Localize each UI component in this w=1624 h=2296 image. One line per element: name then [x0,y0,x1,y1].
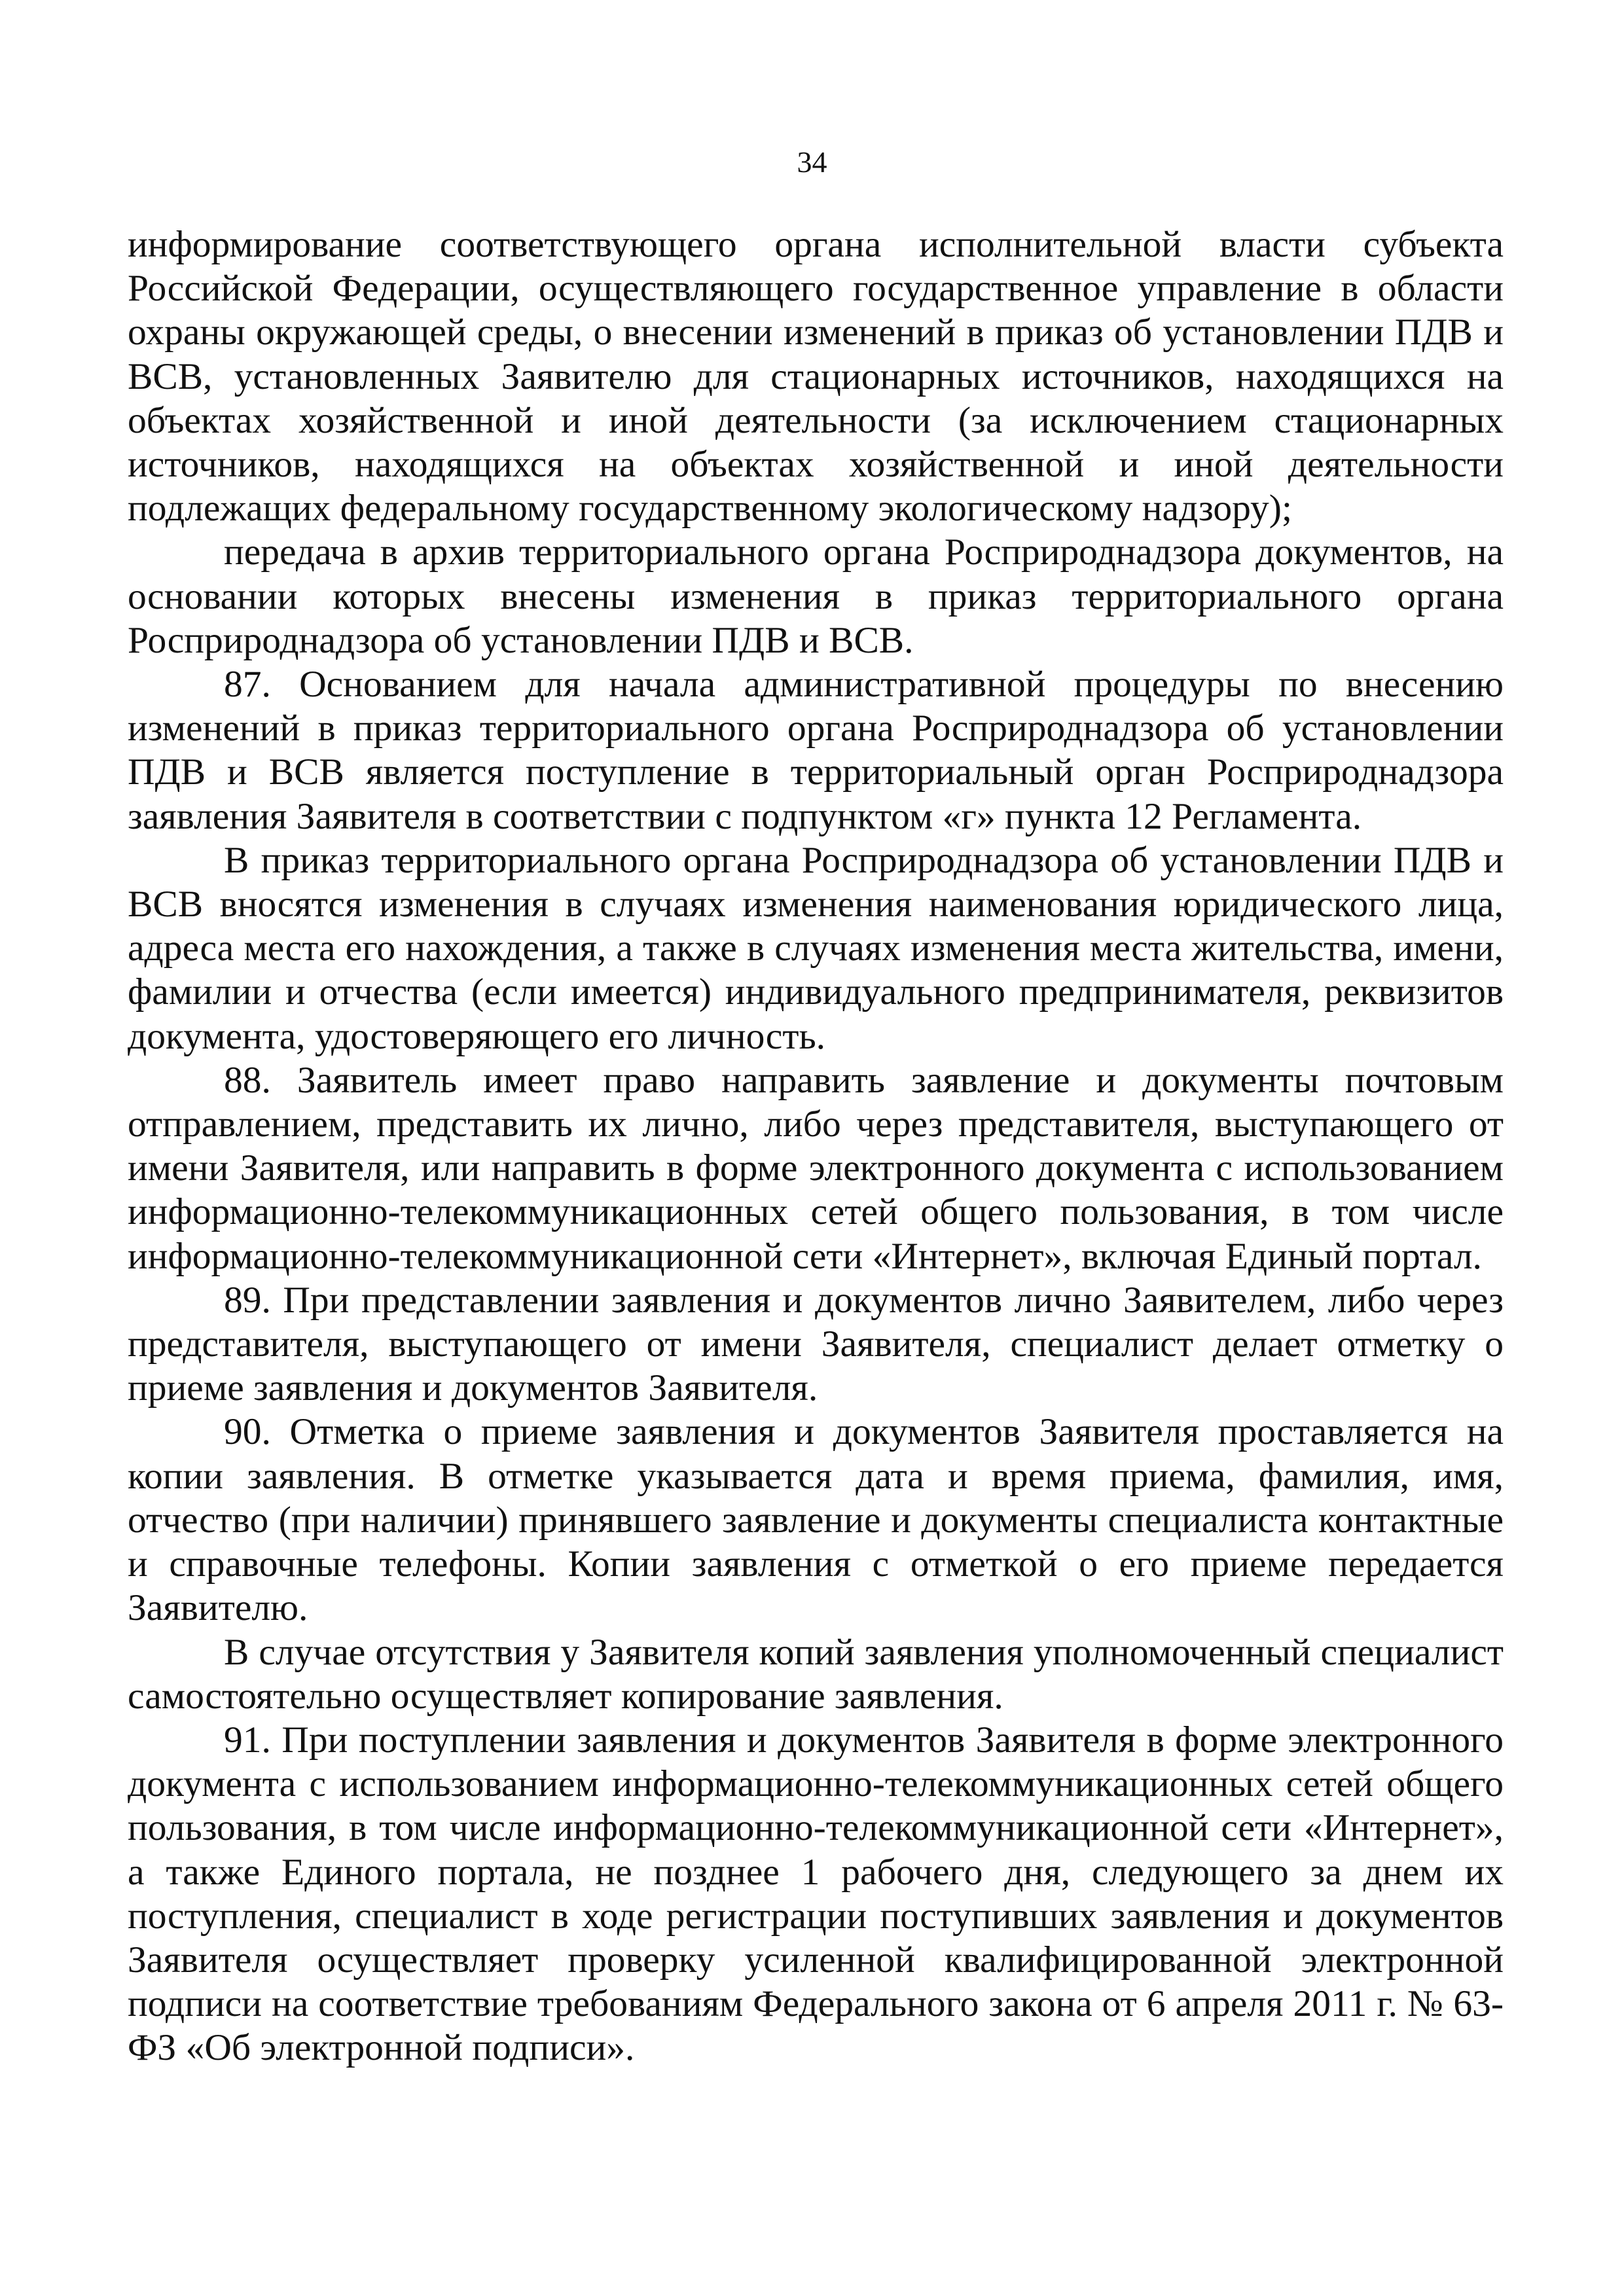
paragraph-90: 90. Отметка о приеме заявления и документов Заявителя проставляется на копии заявления. В отметке указывается дата и время приема, фамилия, имя, отчество (при наличии) принявшего заявление и документы специалиста контактные и справочные телефоны. Копии заявления с отметкой о его приеме передается Заявителю. [128,1411,1504,1629]
paragraph-no-copies: В случае отсутствия у Заявителя копий заявления уполномоченный специалист самостоятельно осуществляет копирование заявления. [128,1631,1504,1717]
page-number: 34 [797,145,827,179]
paragraph-changes-cases: В приказ территориального органа Росприроднадзора об установлении ПДВ и ВСВ вносятся изменения в случаях изменения наименования юридического лица, адреса места его нахождения, а также в случаях изменения места жительства, имени, фамилии и отчества (если имеется) индивидуального предпринимателя, реквизитов документа, удостоверяющего его личность. [128,839,1504,1057]
paragraph-archive-transfer: передача в архив территориального органа Росприроднадзора документов, на основании которых внесены изменения в приказ территориального органа Росприроднадзора об установлении ПДВ и ВСВ. [128,531,1504,661]
paragraph-88: 88. Заявитель имеет право направить заявление и документы почтовым отправлением, представить их лично, либо через представителя, выступающего от имени Заявителя, или направить в форме электронного документа с использованием информационно-телекоммуникационных сетей общего пользования, в том числе информационно-телекоммуникационной сети «Интернет», включая Единый портал. [128,1059,1504,1277]
paragraph-89: 89. При представлении заявления и документов лично Заявителем, либо через представителя, выступающего от имени Заявителя, специалист делает отметку о приеме заявления и документов Заявителя. [128,1279,1504,1409]
document-body [128,223,1504,2070]
paragraph-91: 91. При поступлении заявления и документов Заявителя в форме электронного документа с использованием информационно-телекоммуникационных сетей общего пользования, в том числе информационно-телекоммуникационной сети «Интернет», а также Единого портала, не позднее 1 рабочего дня, следующего за днем их поступления, специалист в ходе регистрации поступивших заявления и документов Заявителя осуществляет проверку усиленной квалифицированной электронной подписи на соответствие требованиям Федерального закона от 6 апреля 2011 г. № 63-ФЗ «Об электронной подписи». [128,1719,1504,2069]
paragraph-87: 87. Основанием для начала административной процедуры по внесению изменений в приказ территориального органа Росприроднадзора об установлении ПДВ и ВСВ является поступление в территориальный орган Росприроднадзора заявления Заявителя в соответствии с подпунктом «г» пункта 12 Регламента. [128,664,1504,837]
paragraph-informing-authority: информирование соответствующего органа исполнительной власти субъекта Российской Федерации, осуществляющего государственное управление в области охраны окружающей среды, о внесении изменений в приказ об установлении ПДВ и ВСВ, установленных Заявителю для стационарных источников, находящихся на объектах хозяйственной и иной деятельности (за исключением стационарных источников, находящихся на объектах хозяйственной и иной деятельности подлежащих федеральному государственному экологическому надзору); [128,224,1504,529]
